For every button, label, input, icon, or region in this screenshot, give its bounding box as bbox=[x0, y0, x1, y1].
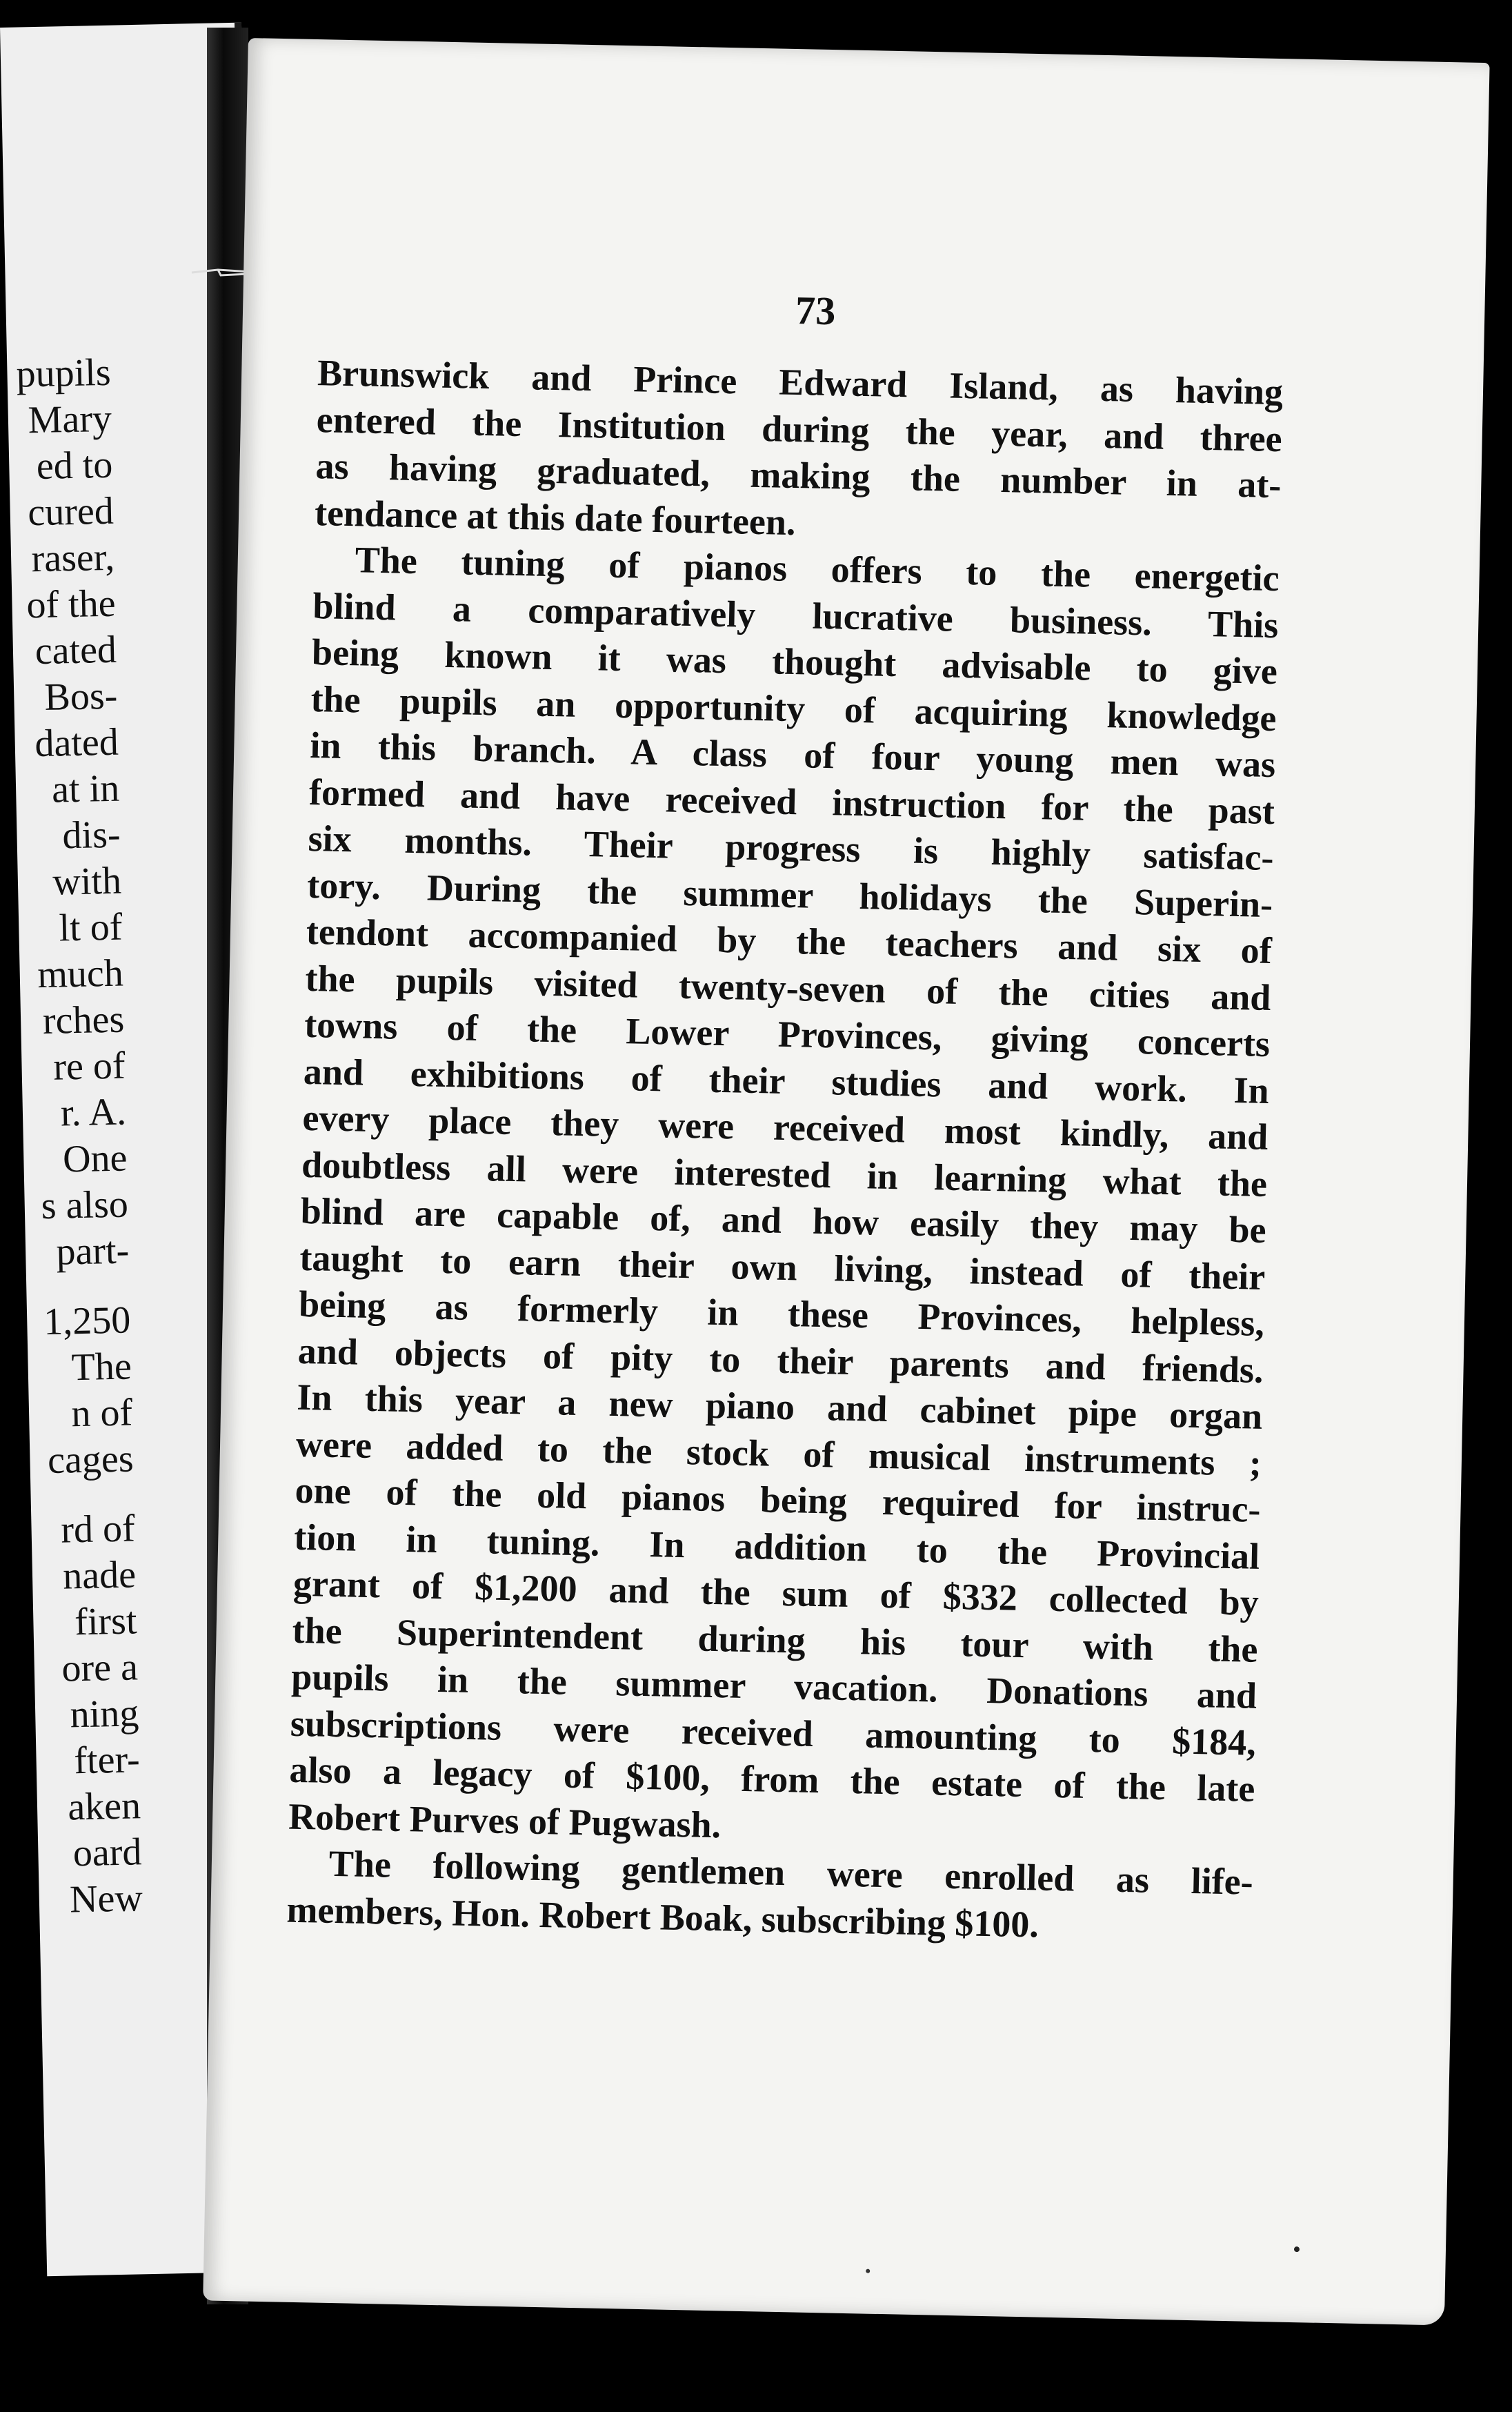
text-line: blind a comparatively lucrative business. This bbox=[312, 584, 1279, 646]
text-fragment: n of bbox=[70, 1391, 133, 1436]
text-line: the pupils an opportunity of acquiring knowledge bbox=[310, 678, 1277, 739]
text-fragment: of the bbox=[26, 582, 117, 627]
text-line: tendont accompanied by the teachers and six of bbox=[306, 910, 1273, 972]
text-line: formed and have received instruction for the past bbox=[308, 771, 1275, 832]
text-line: taught to earn their own living, instead of their bbox=[299, 1236, 1266, 1298]
text-line: and objects of pity to their parents and friends. bbox=[297, 1329, 1264, 1391]
text-line: blind are capable of, and how easily they may be bbox=[300, 1189, 1267, 1251]
text-fragment: The bbox=[70, 1345, 132, 1390]
text-fragment: ore a bbox=[61, 1645, 139, 1690]
text-fragment: Bos- bbox=[43, 674, 118, 719]
text-line: six months. Their progress is highly satisfac- bbox=[308, 817, 1275, 879]
text-fragment: dis- bbox=[61, 813, 121, 858]
text-fragment: fter- bbox=[73, 1738, 141, 1783]
text-fragment: much bbox=[37, 951, 124, 997]
text-line: pupils in the summer vacation. Donations and bbox=[290, 1655, 1257, 1717]
text-line: entered the Institution during the year, and three bbox=[316, 398, 1283, 459]
text-line: as having graduated, making the number in at- bbox=[315, 445, 1282, 506]
text-line: The tuning of pianos offers to the energetic bbox=[355, 539, 1280, 600]
paragraph-gap bbox=[26, 1274, 130, 1299]
text-line: members, Hon. Robert Boak, subscribing $100. bbox=[286, 1888, 1040, 1946]
text-line: subscriptions were received amounting to $184, bbox=[290, 1702, 1257, 1763]
ink-speck bbox=[1294, 2246, 1300, 2252]
text-line: In this year a new piano and cabinet pipe organ bbox=[296, 1376, 1263, 1437]
text-fragment: part- bbox=[55, 1229, 130, 1274]
text-line: Robert Purves of Pugwash. bbox=[288, 1795, 722, 1846]
text-fragment: ning bbox=[70, 1692, 139, 1737]
text-fragment: Mary bbox=[27, 397, 112, 442]
text-line: the Superintendent during his tour with the bbox=[292, 1609, 1259, 1670]
text-fragment: New bbox=[69, 1877, 143, 1921]
text-line: and exhibitions of their studies and work. In bbox=[303, 1050, 1270, 1111]
text-fragment: rches bbox=[42, 998, 125, 1043]
text-line: being known it was thought advisable to give bbox=[311, 631, 1278, 693]
text-line: towns of the Lower Provinces, giving concerts bbox=[304, 1003, 1271, 1065]
text-line: the pupils visited twenty-seven of the cities and bbox=[305, 957, 1271, 1018]
page-number: 73 bbox=[795, 288, 836, 334]
text-fragment: at in bbox=[51, 767, 120, 811]
text-fragment: dated bbox=[34, 720, 119, 766]
text-line: The following gentlemen were enrolled as life- bbox=[328, 1842, 1254, 1903]
text-fragment: r. A. bbox=[60, 1090, 127, 1135]
text-fragment: cages bbox=[47, 1437, 135, 1483]
text-fragment: with bbox=[52, 859, 122, 904]
text-fragment: re of bbox=[52, 1044, 126, 1089]
text-line: doubtless all were interested in learning what the bbox=[301, 1143, 1268, 1205]
text-fragment: lt of bbox=[58, 905, 123, 950]
text-line: were added to the stock of musical instruments ; bbox=[295, 1423, 1262, 1484]
text-line: tion in tuning. In addition to the Provincial bbox=[293, 1516, 1260, 1577]
text-fragment: s also bbox=[41, 1183, 129, 1228]
text-line: every place they were received most kindly, and bbox=[302, 1096, 1269, 1158]
text-fragment: raser, bbox=[30, 535, 115, 581]
text-line: in this branch. A class of four young men was bbox=[309, 724, 1276, 786]
text-fragment: cured bbox=[27, 489, 115, 535]
text-fragment: 1,250 bbox=[43, 1298, 131, 1344]
text-line: also a legacy of $100, from the estate of the late bbox=[289, 1748, 1255, 1810]
text-fragment: ed to bbox=[36, 443, 113, 488]
previous-page-text bbox=[7, 350, 143, 1924]
text-fragment: rd of bbox=[60, 1507, 136, 1552]
current-page bbox=[203, 38, 1489, 2325]
text-fragment: pupils bbox=[15, 350, 112, 396]
text-line: being as formerly in these Provinces, helpless, bbox=[298, 1283, 1265, 1344]
text-line: tory. During the summer holidays the Superin- bbox=[306, 864, 1273, 925]
text-fragment: cated bbox=[34, 628, 117, 673]
text-fragment: oard bbox=[72, 1830, 143, 1875]
ink-speck bbox=[866, 2269, 870, 2273]
text-line: one of the old pianos being required for instruc- bbox=[295, 1469, 1262, 1530]
paragraph-gap bbox=[30, 1482, 135, 1508]
text-fragment: nade bbox=[62, 1553, 137, 1598]
text-line: tendance at this date fourteen. bbox=[314, 491, 797, 543]
text-fragment: One bbox=[62, 1136, 128, 1181]
text-fragment: first bbox=[74, 1599, 138, 1644]
page-body-text bbox=[286, 350, 1284, 1953]
text-fragment: aken bbox=[67, 1784, 141, 1829]
text-line: grant of $1,200 and the sum of $332 collected by bbox=[292, 1562, 1260, 1623]
text-line: Brunswick and Prince Edward Island, as having bbox=[317, 352, 1284, 413]
